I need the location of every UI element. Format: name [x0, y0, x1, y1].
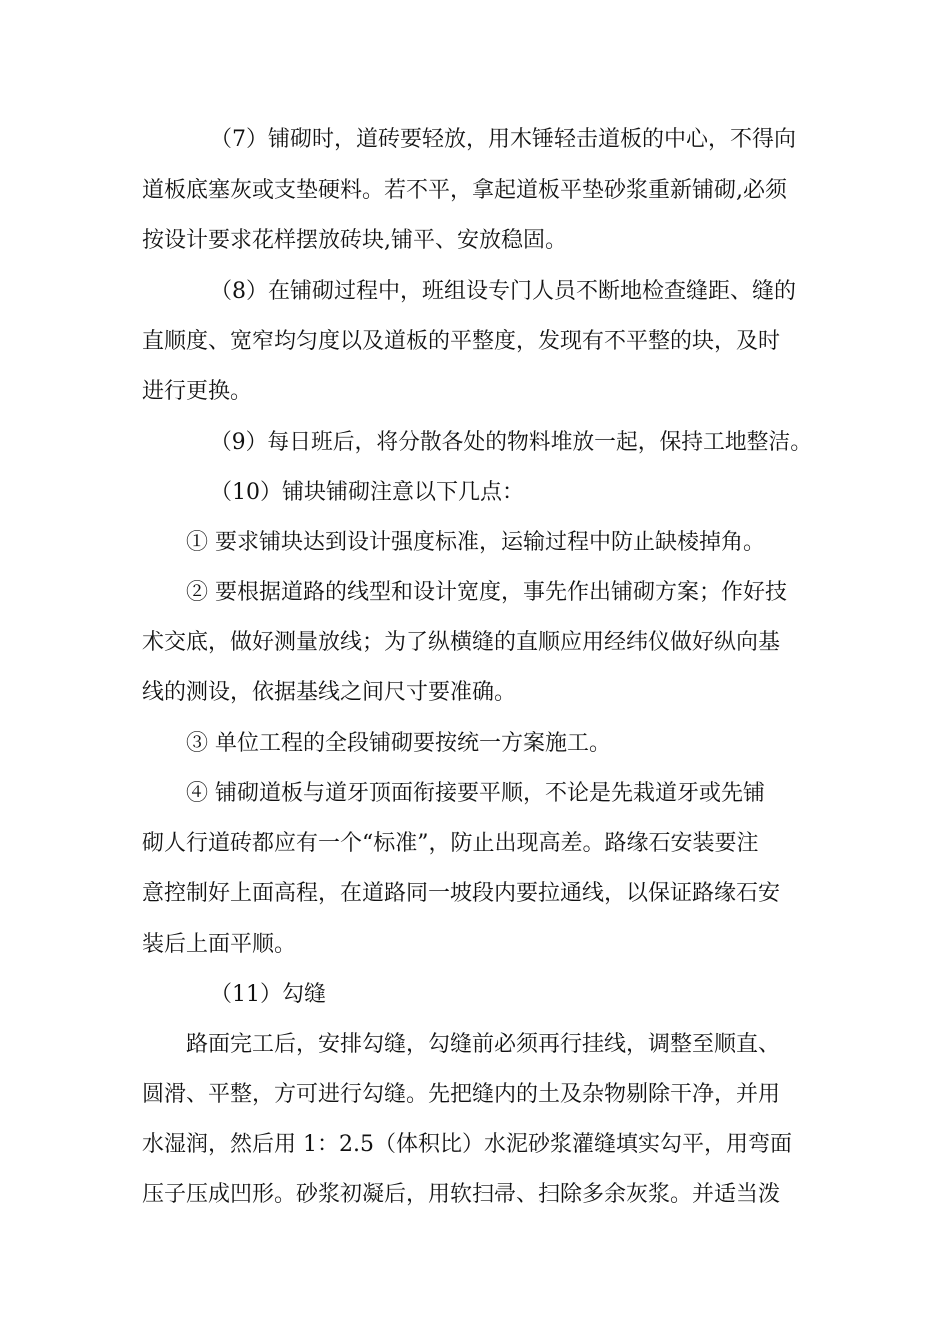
- text-line-5: 直顺度、宽窄均匀度以及道板的平整度，发现有不平整的块，及时: [142, 329, 781, 354]
- text-line-3: 按设计要求花样摆放砖块,铺平、安放稳固。: [142, 228, 567, 253]
- text-line-6: 进行更换。: [142, 379, 253, 404]
- text-line-1: （7）铺砌时，道砖要轻放，用木锤轻击道板的中心，不得向: [210, 127, 796, 152]
- text-line-11: 术交底，做好测量放线；为了纵横缝的直顺应用经纬仪做好纵向基: [142, 630, 781, 655]
- text-line-13: ③ 单位工程的全段铺砌要按统一方案施工。: [186, 731, 611, 756]
- text-line-22: 压子压成凹形。砂浆初凝后，用软扫帚、扫除多余灰浆。并适当泼: [142, 1182, 781, 1207]
- text-line-18: （11）勾缝: [210, 982, 326, 1007]
- text-line-4: （8）在铺砌过程中，班组设专门人员不断地检查缝距、缝的: [210, 279, 796, 304]
- text-line-12: 线的测设，依据基线之间尺寸要准确。: [142, 680, 517, 705]
- text-line-8: （10）铺块铺砌注意以下几点：: [210, 480, 524, 505]
- text-line-2: 道板底塞灰或支垫硬料。若不平，拿起道板平垫砂浆重新铺砌,必须: [142, 178, 787, 203]
- text-line-15: 砌人行道砖都应有一个“标准”，防止出现高差。路缘石安装要注: [142, 831, 759, 856]
- text-line-19: 路面完工后，安排勾缝，勾缝前必须再行挂线，调整至顺直、: [186, 1032, 781, 1057]
- text-line-16: 意控制好上面高程，在道路同一坡段内要拉通线，以保证路缘石安: [142, 881, 781, 906]
- text-line-20: 圆滑、平整，方可进行勾缝。先把缝内的土及杂物剔除干净，并用: [142, 1082, 781, 1107]
- text-line-21: 水湿润，然后用 1：2.5（体积比）水泥砂浆灌缝填实勾平，用弯面: [142, 1132, 792, 1157]
- text-line-7: （9）每日班后，将分散各处的物料堆放一起，保持工地整洁。: [210, 430, 812, 455]
- text-line-14: ④ 铺砌道板与道牙顶面衔接要平顺，不论是先栽道牙或先铺: [186, 781, 765, 806]
- text-line-17: 装后上面平顺。: [142, 932, 297, 957]
- text-line-9: ① 要求铺块达到设计强度标准，运输过程中防止缺棱掉角。: [186, 530, 765, 555]
- text-line-10: ② 要根据道路的线型和设计宽度，事先作出铺砌方案；作好技: [186, 580, 787, 605]
